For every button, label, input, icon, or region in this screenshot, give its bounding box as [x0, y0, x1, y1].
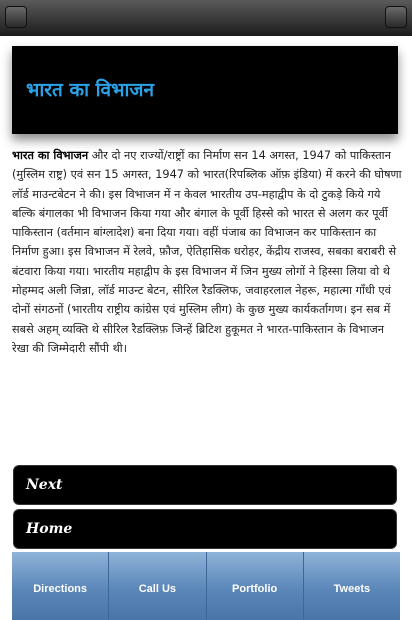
next-button[interactable] [13, 465, 397, 505]
tab-directions-label: Directions [33, 583, 88, 595]
article-paragraph [12, 146, 402, 358]
tab-tweets[interactable] [304, 552, 400, 620]
home-button[interactable] [13, 509, 397, 549]
page-title: भारत का विभाजन [26, 79, 155, 101]
home-label: Home [26, 521, 73, 537]
tab-portfolio[interactable] [207, 552, 304, 620]
menu-button[interactable] [385, 6, 407, 28]
tab-directions[interactable] [12, 552, 109, 620]
page-header [12, 46, 398, 134]
article-content [12, 146, 402, 358]
back-button[interactable] [5, 6, 27, 28]
top-toolbar [0, 0, 412, 36]
tab-portfolio-label: Portfolio [232, 583, 278, 595]
next-label: Next [26, 477, 63, 493]
tab-tweets-label: Tweets [333, 583, 371, 595]
tab-call-us-label: Call Us [138, 583, 177, 595]
article-body: और दो नए राज्यों/राष्ट्रों का निर्माण सन 14 अगस्त, 1947 को पाकिस्तान (मुस्लिम राष्ट्र) एवं सन 15 अगस्त, 1947 को भारत(रिपब्लिक ऑफ़ इंडिया) में करने की घोषणा लॉर्ड माउन्टबेटन ने की। इस विभाजन में न केवल भारतीय उप-महाद्वीप के दो टुकड़े किये गये बल्कि बंगालका भी विभाजन किया गया और बंगाल के पूर्वी हिस्से को भारत से अलग कर पूर्वी पाकिस्तान (वर्तमान बांग्लादेश) बना दिया गया। वहीं पंजाब का विभाजन कर पाकिस्तान का निर्माण हुआ। इस विभाजन में रेलवे, फ़ौज, ऐतिहासिक धरोहर, केंद्रीय राजस्व, सबका बराबरी से बंटवारा किया गया। भारतीय महाद्वीप के इस विभाजन में जिन मुख्य लोगों ने हिस्सा लिया वो थे मोहम्मद अली जिन्ना, लॉर्ड माउन्ट बेटन, सीरिल रैडक्लिफ, जवाहरलाल नेहरू, महात्मा गाँधी एवं दोनों संगठनों (भारतीय राष्ट्रीय कांग्रेस एवं मुस्लिम लीग) के कुछ मुख्य कार्यकर्तागण। इन सब में सबसे अहम् व्यक्ति थे सीरिल रैडक्लिफ़ जिन्हें ब्रिटिश हुकूमत ने भारत-पाकिस्तान के विभाजन रेखा की जिम्मेदारी सौंपी थी। [12, 149, 402, 355]
bottom-tab-bar [12, 552, 400, 620]
article-bold-lead: भारत का विभाजन [12, 149, 89, 162]
tab-call-us[interactable] [109, 552, 206, 620]
